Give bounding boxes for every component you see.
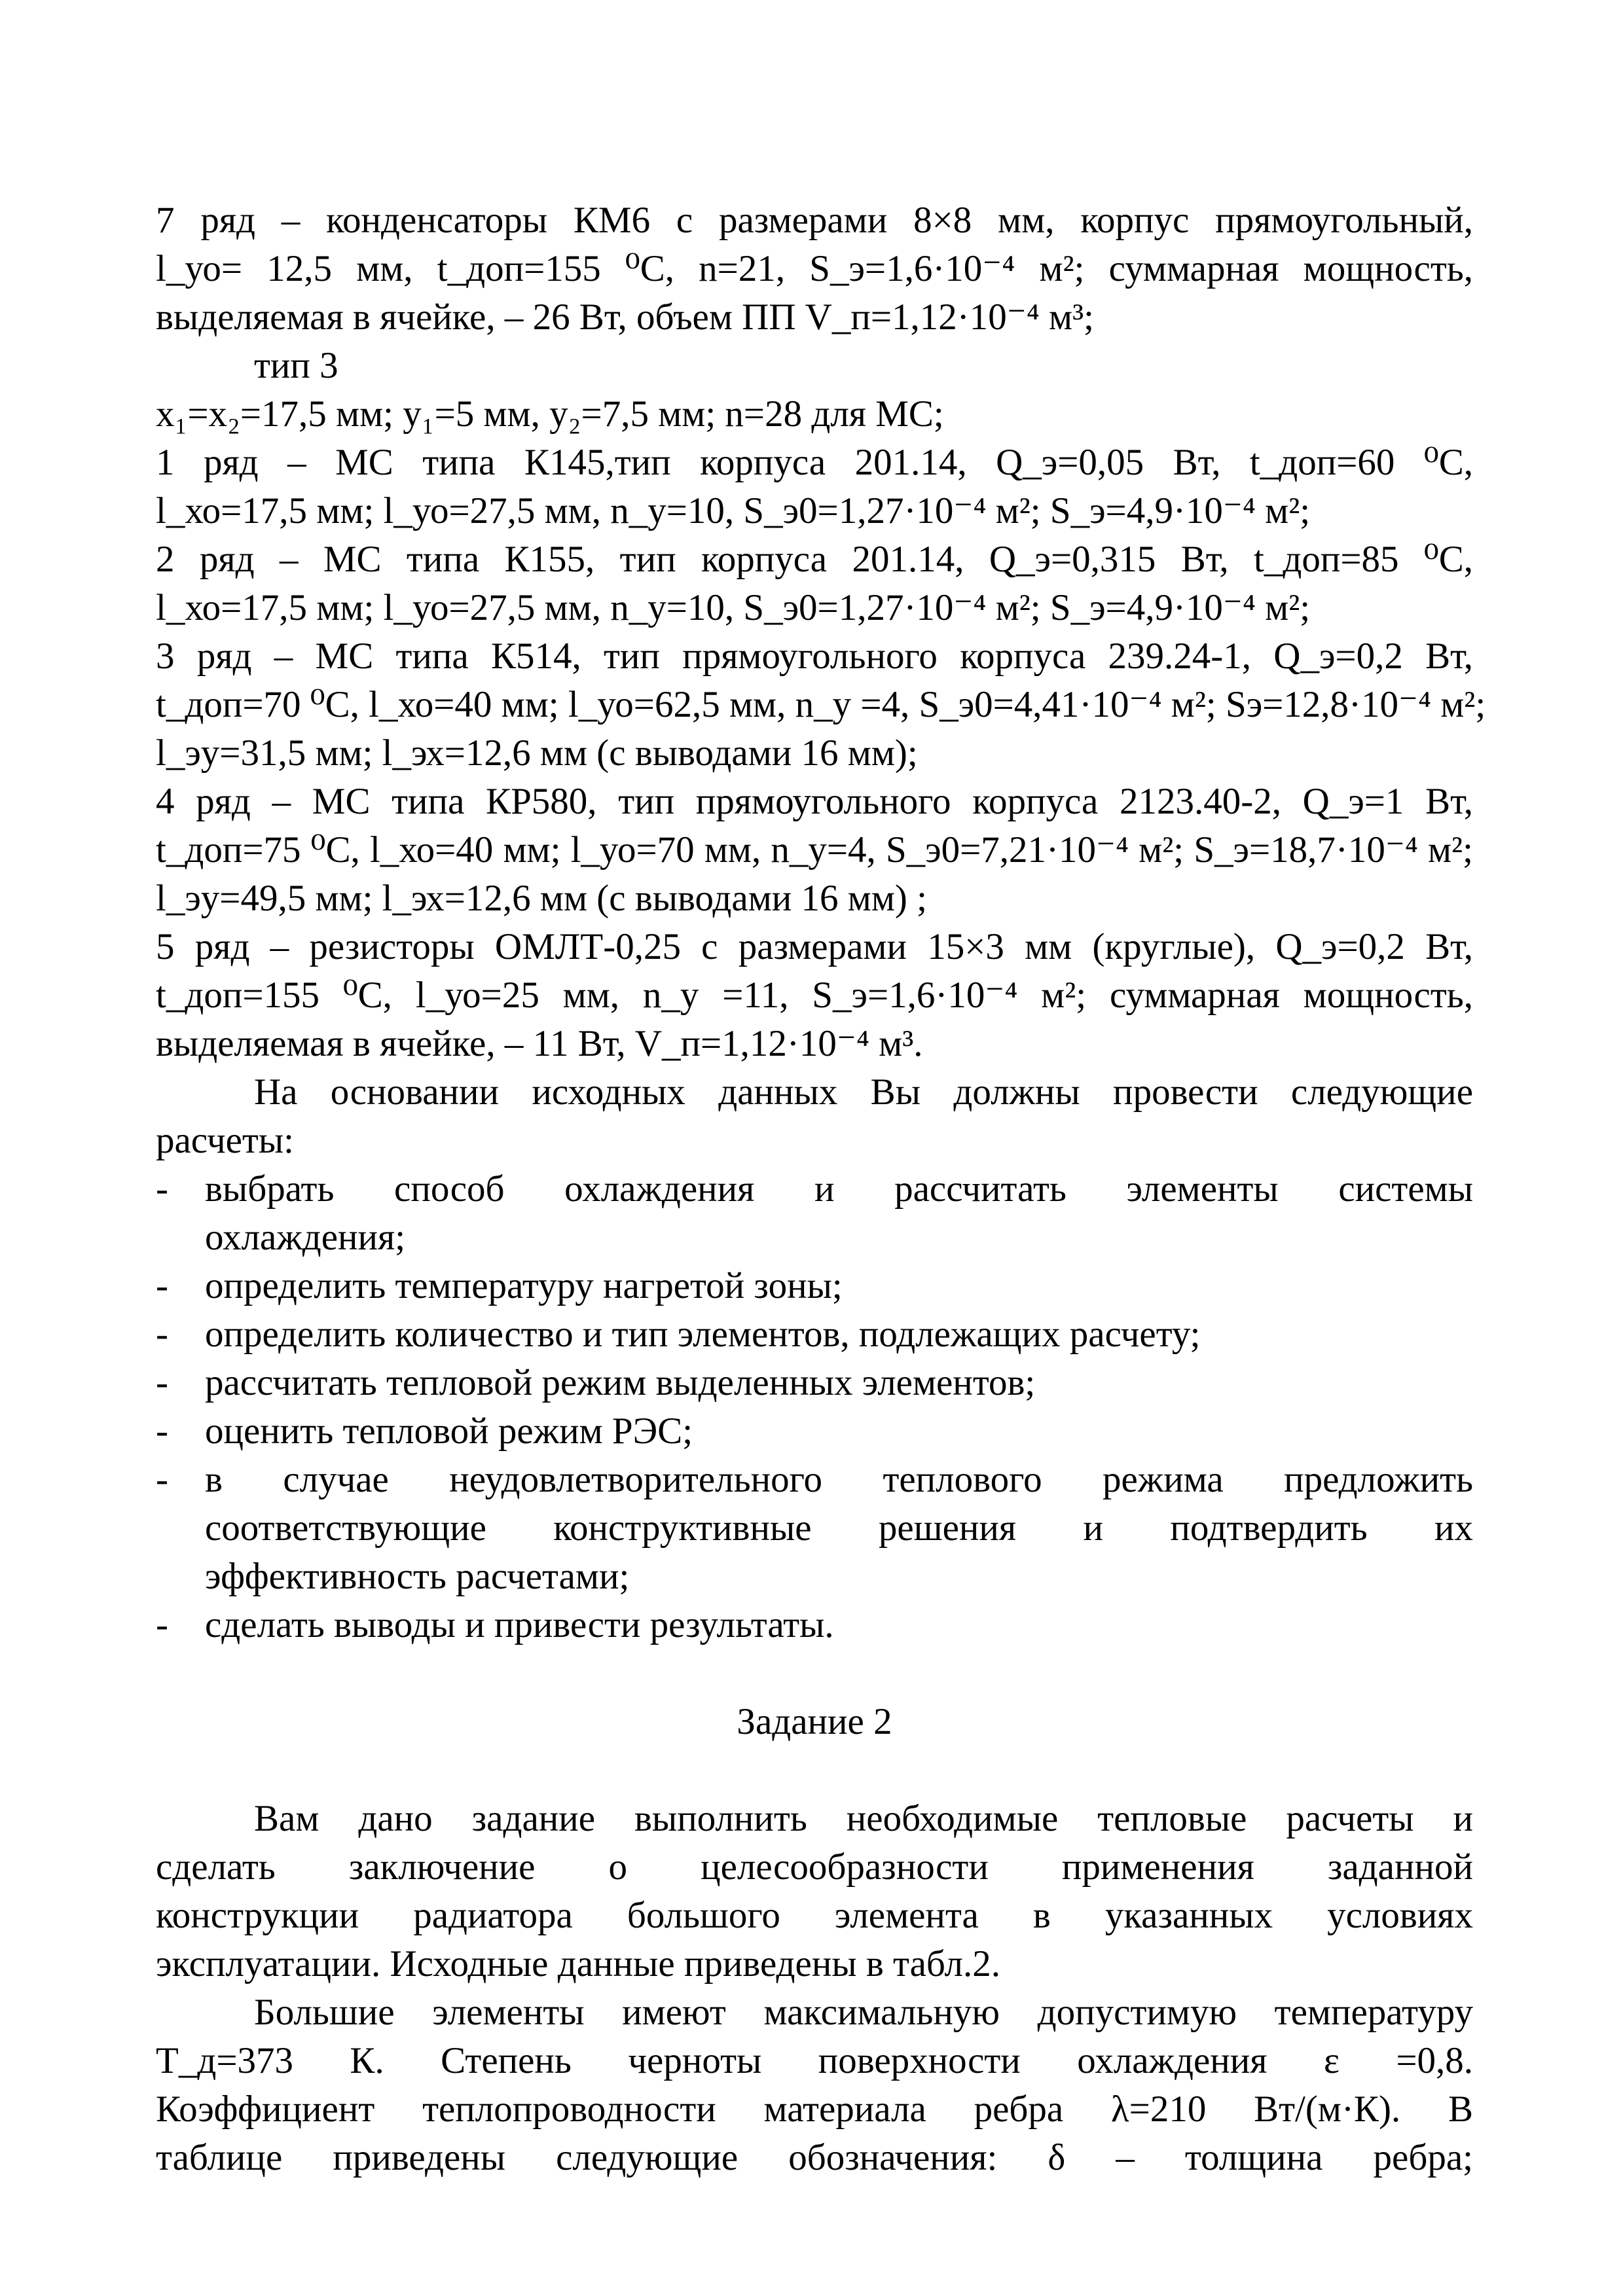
para2-line-2: сделать заключение о целесообразности применения заданной xyxy=(156,1846,1473,1888)
text-line-14: t_доп=75 ⁰С, l_хо=40 мм; l_уо=70 мм, n_у=4, S_э0=7,21·10⁻⁴ м²; S_э=18,7·10⁻⁴ м²; xyxy=(156,829,1473,870)
task-item-1: - выбрать способ охлаждения и рассчитать элементы системы охлаждения; xyxy=(156,1165,1473,1262)
text-line-9: l_хо=17,5 мм; l_уо=27,5 мм, n_у=10, S_э0=1,27·10⁻⁴ м²; S_э=4,9·10⁻⁴ м²; xyxy=(156,587,1311,628)
bullet-mark: - xyxy=(156,1168,168,1210)
para3-line-4: таблице приведены следующие обозначения: δ – толщина ребра; xyxy=(156,2137,1473,2178)
document-page xyxy=(156,196,1486,2182)
para3-line-2: T_д=373 К. Степень черноты поверхности охлаждения ε =0,8. xyxy=(156,2040,1473,2081)
text-line-2: l_уо= 12,5 мм, t_доп=155 ⁰С, n=21, S_э=1,6·10⁻⁴ м²; суммарная мощность, xyxy=(156,248,1473,289)
text-line-6: 1 ряд – МС типа К145,тип корпуса 201.14, Q_э=0,05 Вт, t_доп=60 ⁰С, xyxy=(156,442,1473,483)
text-line-16: 5 ряд – резисторы ОМЛТ-0,25 с размерами 15×3 мм (круглые), Q_э=0,2 Вт, xyxy=(156,926,1473,967)
bullet-mark: - xyxy=(156,1410,168,1452)
bullet-mark: - xyxy=(156,1604,168,1645)
bullet-mark: - xyxy=(156,1362,168,1403)
text-line-19: На основании исходных данных Вы должны провести следующие xyxy=(254,1071,1473,1113)
text-line-15: l_эу=49,5 мм; l_эх=12,6 мм (с выводами 16 мм) ; xyxy=(156,878,927,919)
task-item-6: - в случае неудовлетворительного теплового режима предложить соответствующие конструктивные решения и подтвердить их эффективность расчетами; xyxy=(156,1456,1473,1601)
text-line-13: 4 ряд – МС типа КР580, тип прямоугольного корпуса 2123.40-2, Q_э=1 Вт, xyxy=(156,781,1473,822)
text-line-17: t_доп=155 ⁰С, l_уо=25 мм, n_у =11, S_э=1,6·10⁻⁴ м²; суммарная мощность, xyxy=(156,975,1473,1016)
para3-line-3: Коэффициент теплопроводности материала ребра λ=210 Вт/(м·К). В xyxy=(156,2089,1473,2130)
text-line-1: 7 ряд – конденсаторы КМ6 с размерами 8×8 мм, корпус прямоугольный, xyxy=(156,200,1473,241)
text-line-12: l_эу=31,5 мм; l_эх=12,6 мм (с выводами 16 мм); xyxy=(156,732,918,774)
text-line-3: выделяемая в ячейке, – 26 Вт, объем ПП V_п=1,12·10⁻⁴ м³; xyxy=(156,296,1094,338)
section-heading: Задание 2 xyxy=(737,1701,892,1742)
text-line-11: t_доп=70 ⁰С, l_хо=40 мм; l_уо=62,5 мм, n_у =4, S_э0=4,41·10⁻⁴ м²; Sэ=12,8·10⁻⁴ м²; xyxy=(156,684,1486,725)
task-item-3: - определить количество и тип элементов, подлежащих расчету; xyxy=(156,1310,1473,1359)
task-item-4: - рассчитать тепловой режим выделенных элементов; xyxy=(156,1359,1473,1407)
type-heading: тип 3 xyxy=(254,345,338,386)
para2-line-4: эксплуатации. Исходные данные приведены в табл.2. xyxy=(156,1943,1000,1984)
task-item-7: - сделать выводы и привести результаты. xyxy=(156,1601,1473,1649)
para2-line-1: Вам дано задание выполнить необходимые тепловые расчеты и xyxy=(254,1798,1473,1839)
para2-line-3: конструкции радиатора большого элемента в указанных условиях xyxy=(156,1895,1473,1936)
text-line-7: l_хо=17,5 мм; l_уо=27,5 мм, n_у=10, S_э0=1,27·10⁻⁴ м²; S_э=4,9·10⁻⁴ м²; xyxy=(156,490,1311,531)
bullet-mark: - xyxy=(156,1314,168,1355)
task-item-5: - оценить тепловой режим РЭС; xyxy=(156,1407,1473,1456)
text-line-18: выделяемая в ячейке, – 11 Вт, V_п=1,12·10⁻⁴ м³. xyxy=(156,1023,923,1064)
text-line-20: расчеты: xyxy=(156,1120,294,1161)
para3-line-1: Большие элементы имеют максимальную допустимую температуру xyxy=(254,1992,1473,2033)
bullet-mark: - xyxy=(156,1459,168,1500)
text-line-10: 3 ряд – МС типа К514, тип прямоугольного корпуса 239.24-1, Q_э=0,2 Вт, xyxy=(156,636,1473,677)
bullet-mark: - xyxy=(156,1265,168,1306)
task-item-2: - определить температуру нагретой зоны; xyxy=(156,1262,1473,1310)
text-line-5: x₁=x₂=17,5 мм; y₁=5 мм, y₂=7,5 мм; n=28 для МС; xyxy=(156,393,944,435)
text-line-8: 2 ряд – МС типа К155, тип корпуса 201.14, Q_э=0,315 Вт, t_доп=85 ⁰С, xyxy=(156,539,1473,580)
